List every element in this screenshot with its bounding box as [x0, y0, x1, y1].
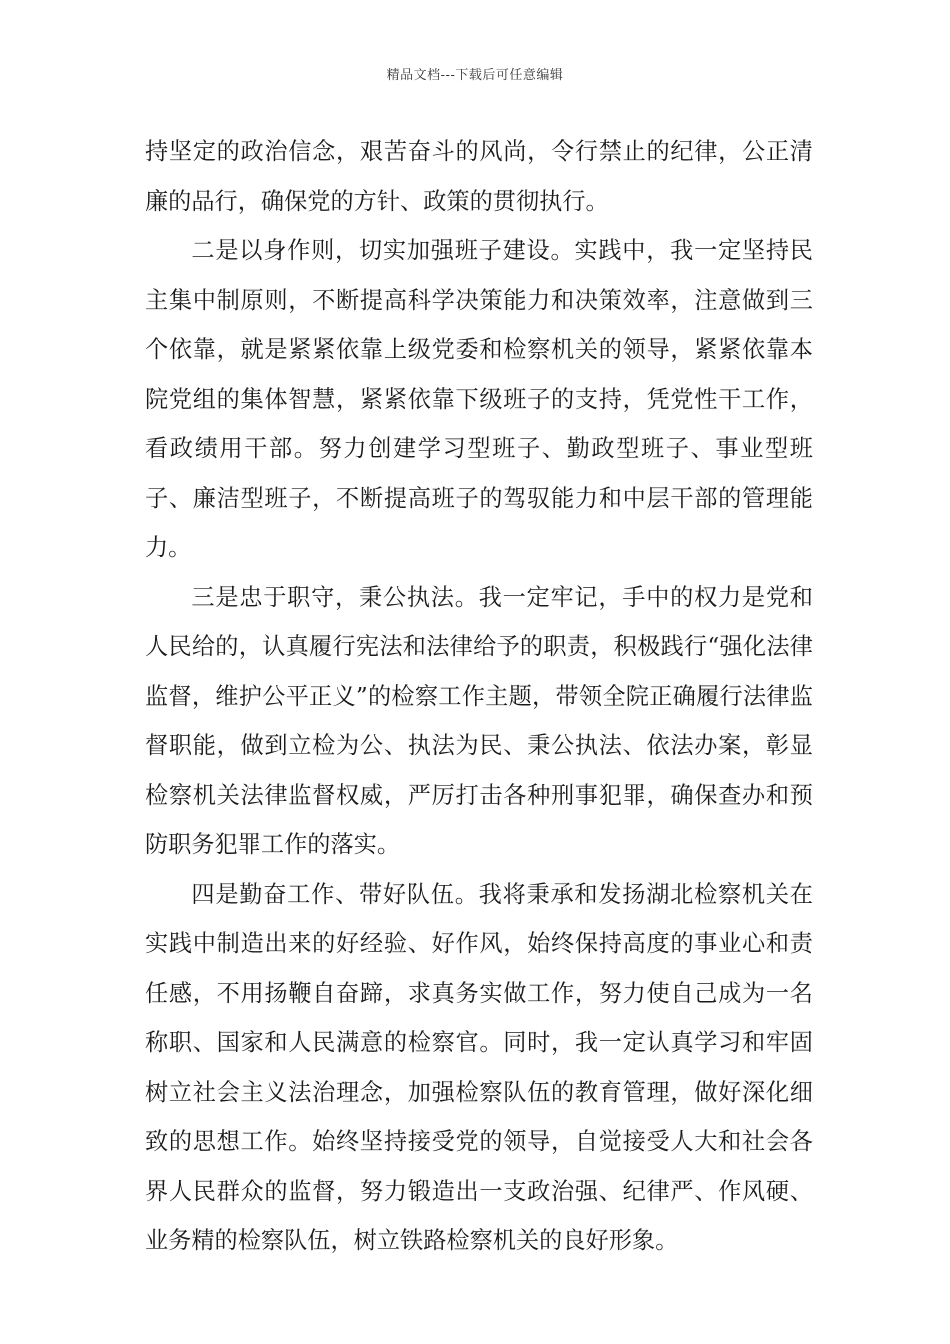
document-body [145, 127, 813, 1266]
paragraph-diligent-work: 四是勤奋工作、带好队伍。我将秉承和发扬湖北检察机关在实践中制造出来的好经验、好作风，始终保持高度的事业心和责任感，不用扬鞭自奋蹄，求真务实做工作，努力使自己成为一名称职、国家和人民满意的检察官。同时，我一定认真学习和牢固树立社会主义法治理念，加强检察队伍的教育管理，做好深化细致的思想工作。始终坚持接受党的领导，自觉接受人大和社会各界人民群众的监督，努力锻造出一支政治强、纪律严、作风硬、业务精的检察队伍，树立铁路检察机关的良好形象。 [145, 880, 813, 1254]
paragraph-continuation: 持坚定的政治信念，艰苦奋斗的风尚，令行禁止的纪律，公正清廉的品行，确保党的方针、政策的贯彻执行。 [145, 138, 813, 215]
page-header: 精品文档---下载后可任意编辑 [386, 68, 564, 83]
paragraph-team-building: 二是以身作则，切实加强班子建设。实践中，我一定坚持民主集中制原则，不断提高科学决策能力和决策效率，注意做到三个依靠，就是紧紧依靠上级党委和检察机关的领导，紧紧依靠本院党组的集体智慧，紧紧依靠下级班子的支持，凭党性干工作，看政绩用干部。努力创建学习型班子、勤政型班子、事业型班子、廉洁型班子，不断提高班子的驾驭能力和中层干部的管理能力。 [145, 237, 813, 561]
paragraph-law-enforcement: 三是忠于职守，秉公执法。我一定牢记，手中的权力是党和人民给的，认真履行宪法和法律给予的职责，积极践行“强化法律监督，维护公平正义”的检察工作主题，带领全院正确履行法律监督职能，做到立检为公、执法为民、秉公执法、依法办案，彰显检察机关法律监督权威，严厉打击各种刑事犯罪，确保查办和预防职务犯罪工作的落实。 [145, 583, 813, 858]
